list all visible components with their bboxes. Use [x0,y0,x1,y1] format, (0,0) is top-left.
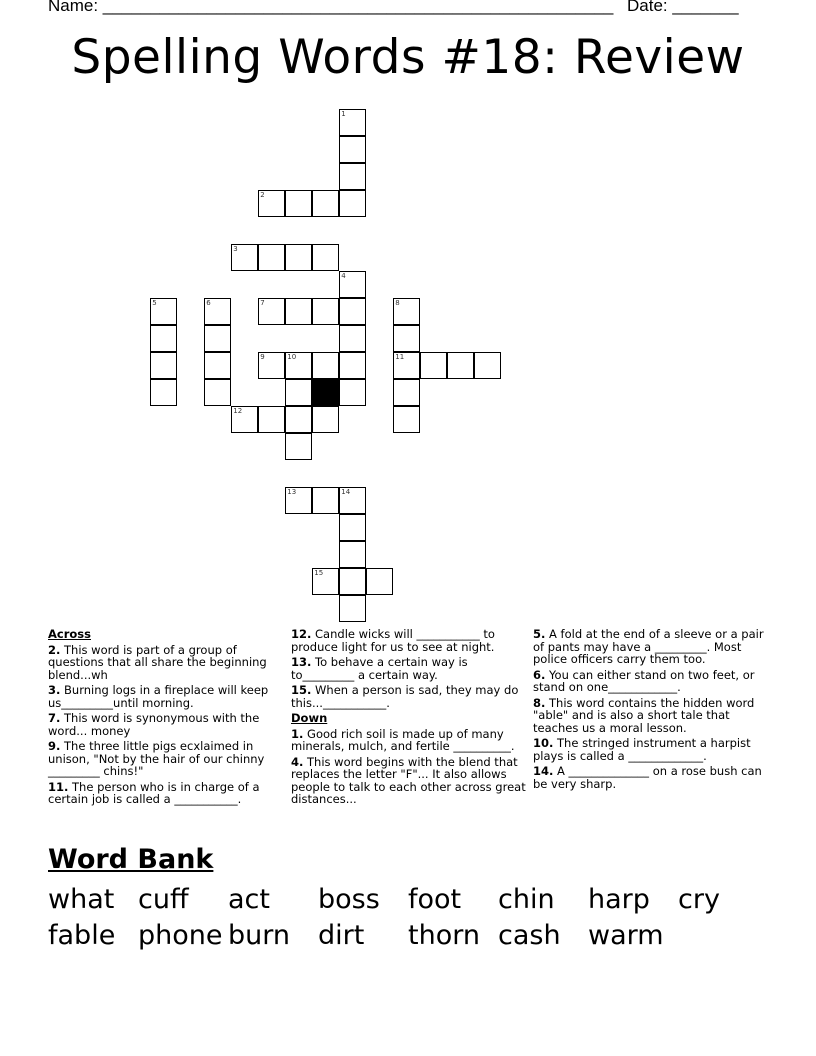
clue-number: 5. [533,627,546,641]
clue-across-15 [291,684,527,709]
crossword-cell[interactable] [339,271,366,298]
crossword-cell[interactable] [204,325,231,352]
clue-number: 11. [48,779,69,794]
crossword-cell[interactable] [285,433,312,460]
crossword-cell[interactable] [312,568,339,595]
crossword-cell[interactable] [393,379,420,406]
clue-text: The person who is in charge of a certain job is called a ___________. [48,779,260,806]
name-field[interactable]: Name: ______________________________________________________ [48,0,614,15]
clue-number-label: 11 [395,353,405,362]
clue-text: You can either stand on two feet, or stand on one____________. [533,667,755,694]
word-bank-word: burn [228,920,290,951]
crossword-cell[interactable] [312,487,339,514]
crossword-cell[interactable] [312,190,339,217]
word-bank-word: act [228,884,270,915]
clue-across-7 [48,712,284,737]
clue-down-14 [533,765,769,790]
clue-number-label: 8 [395,299,400,308]
crossword-cell[interactable] [339,568,366,595]
clue-down-1 [291,728,527,753]
clue-number: 4. [291,754,304,769]
crossword-cell[interactable] [393,406,420,433]
clue-number-label: 13 [287,488,297,497]
clues-column-3 [533,628,769,793]
word-bank-word: thorn [408,920,480,951]
crossword-cell[interactable] [285,244,312,271]
clue-across-9 [48,740,284,778]
crossword-cell[interactable] [339,136,366,163]
clue-text: When a person is sad, they may do this...___________. [291,683,519,710]
clue-number: 10. [533,736,554,750]
clue-across-11 [48,781,284,806]
word-bank-word: foot [408,884,462,915]
clue-number-label: 10 [287,353,297,362]
crossword-cell[interactable] [339,352,366,379]
crossword-cell[interactable] [204,298,231,325]
word-bank-word: harp [588,884,650,915]
crossword-cell[interactable] [339,109,366,136]
crossword-cell[interactable] [204,379,231,406]
date-field[interactable]: Date: _______ [627,0,739,15]
crossword-cell[interactable] [339,541,366,568]
crossword-cell[interactable] [420,352,447,379]
crossword-cell[interactable] [150,379,177,406]
crossword-cell[interactable] [393,298,420,325]
clue-text: To behave a certain way is to_________ a certain way. [291,655,468,682]
word-bank-title: Word Bank [48,844,214,875]
crossword-cell[interactable] [474,352,501,379]
clue-text: A ______________ on a rose bush can be very sharp. [533,764,762,791]
page-title: Spelling Words #18: Review [71,30,745,85]
clue-across-3 [48,684,284,709]
clue-down-6 [533,669,769,694]
clue-number-label: 12 [233,407,243,416]
crossword-block [312,379,339,406]
crossword-cell[interactable] [339,514,366,541]
down-heading: Down [291,711,328,725]
word-bank-word: cry [678,884,720,915]
crossword-cell[interactable] [150,298,177,325]
clue-text: A fold at the end of a sleeve or a pair of pants may have a _________. Most police officers carry them too. [533,627,764,666]
crossword-cell[interactable] [339,379,366,406]
clue-text: This word is synonymous with the word... money [48,711,260,738]
word-bank-word: what [48,884,115,915]
clue-number-label: 7 [260,299,265,308]
clue-down-5 [533,628,769,666]
crossword-cell[interactable] [258,298,285,325]
clue-down-8 [533,697,769,735]
crossword-cell[interactable] [285,190,312,217]
clue-down-10 [533,737,769,762]
crossword-cell[interactable] [258,406,285,433]
clue-number-label: 1 [341,110,346,119]
crossword-cell[interactable] [312,298,339,325]
clue-text: This word contains the hidden word "able" and is also a short tale that teaches us a moral lesson. [533,695,755,735]
clues-column-1 [48,628,284,809]
word-bank-word: fable [48,920,116,951]
clue-number-label: 6 [206,299,211,308]
crossword-cell[interactable] [312,352,339,379]
crossword-cell[interactable] [285,352,312,379]
clue-number: 12. [291,627,312,641]
crossword-cell[interactable] [285,487,312,514]
word-bank-word: cuff [138,884,189,915]
crossword-cell[interactable] [204,352,231,379]
word-bank-word: warm [588,920,664,951]
crossword-cell[interactable] [231,406,258,433]
clue-number: 13. [291,655,312,669]
crossword-cell[interactable] [258,244,285,271]
clue-number-label: 14 [341,488,351,497]
clue-number: 3. [48,683,61,697]
across-heading: Across [48,627,91,641]
clue-number: 15. [291,683,312,697]
crossword-cell[interactable] [150,352,177,379]
clue-text: The three little pigs ecxlaimed in unison, "Not by the hair of our chinny _________ chins!" [48,739,265,778]
clue-number: 7. [48,711,61,725]
crossword-cell[interactable] [258,190,285,217]
clue-text: The stringed instrument a harpist plays is called a _____________. [533,736,751,763]
crossword-cell[interactable] [393,352,420,379]
crossword-cell[interactable] [366,568,393,595]
clue-text: This word begins with the blend that replaces the letter "F"... It also allows people to talk to each other across great distances... [291,754,526,806]
word-bank-word: dirt [318,920,365,951]
clue-text: Candle wicks will ___________ to produce light for us to see at night. [291,627,495,654]
crossword-cell[interactable] [339,325,366,352]
clue-number: 6. [533,667,546,682]
word-bank-word: cash [498,920,561,951]
clue-number: 14. [533,764,554,778]
word-bank-word: phone [138,920,223,951]
crossword-cell[interactable] [339,163,366,190]
clue-across-2 [48,644,284,682]
clue-number: 1. [291,726,304,741]
clue-number-label: 9 [260,353,265,362]
clue-number-label: 15 [314,569,324,578]
clue-text: Burning logs in a fireplace will keep us_________until morning. [48,683,269,710]
clues-column-2 [291,628,527,809]
word-bank-word: boss [318,884,380,915]
crossword-cell[interactable] [285,298,312,325]
clue-text: Good rich soil is made up of many minerals, mulch, and fertile __________. [291,726,515,753]
clue-number-label: 2 [260,191,265,200]
clue-across-13 [291,656,527,681]
crossword-cell[interactable] [285,406,312,433]
crossword-cell[interactable] [312,244,339,271]
clue-number-label: 4 [341,272,346,281]
crossword-cell[interactable] [150,325,177,352]
crossword-cell[interactable] [258,352,285,379]
crossword-cell[interactable] [339,487,366,514]
crossword-cell[interactable] [393,325,420,352]
crossword-cell[interactable] [339,595,366,622]
clue-number: 8. [533,695,546,710]
crossword-cell[interactable] [285,379,312,406]
crossword-cell[interactable] [231,244,258,271]
crossword-cell[interactable] [339,190,366,217]
crossword-cell[interactable] [339,298,366,325]
crossword-cell[interactable] [447,352,474,379]
clue-number-label: 3 [233,245,238,254]
clue-number: 2. [48,642,61,657]
clue-down-4 [291,756,527,806]
crossword-cell[interactable] [312,406,339,433]
clue-across-12 [291,628,527,653]
clue-number: 9. [48,739,61,753]
word-bank-word: chin [498,884,555,915]
clue-text: This word is part of a group of questions that all share the beginning blend...wh [48,642,267,682]
clue-number-label: 5 [152,299,157,308]
